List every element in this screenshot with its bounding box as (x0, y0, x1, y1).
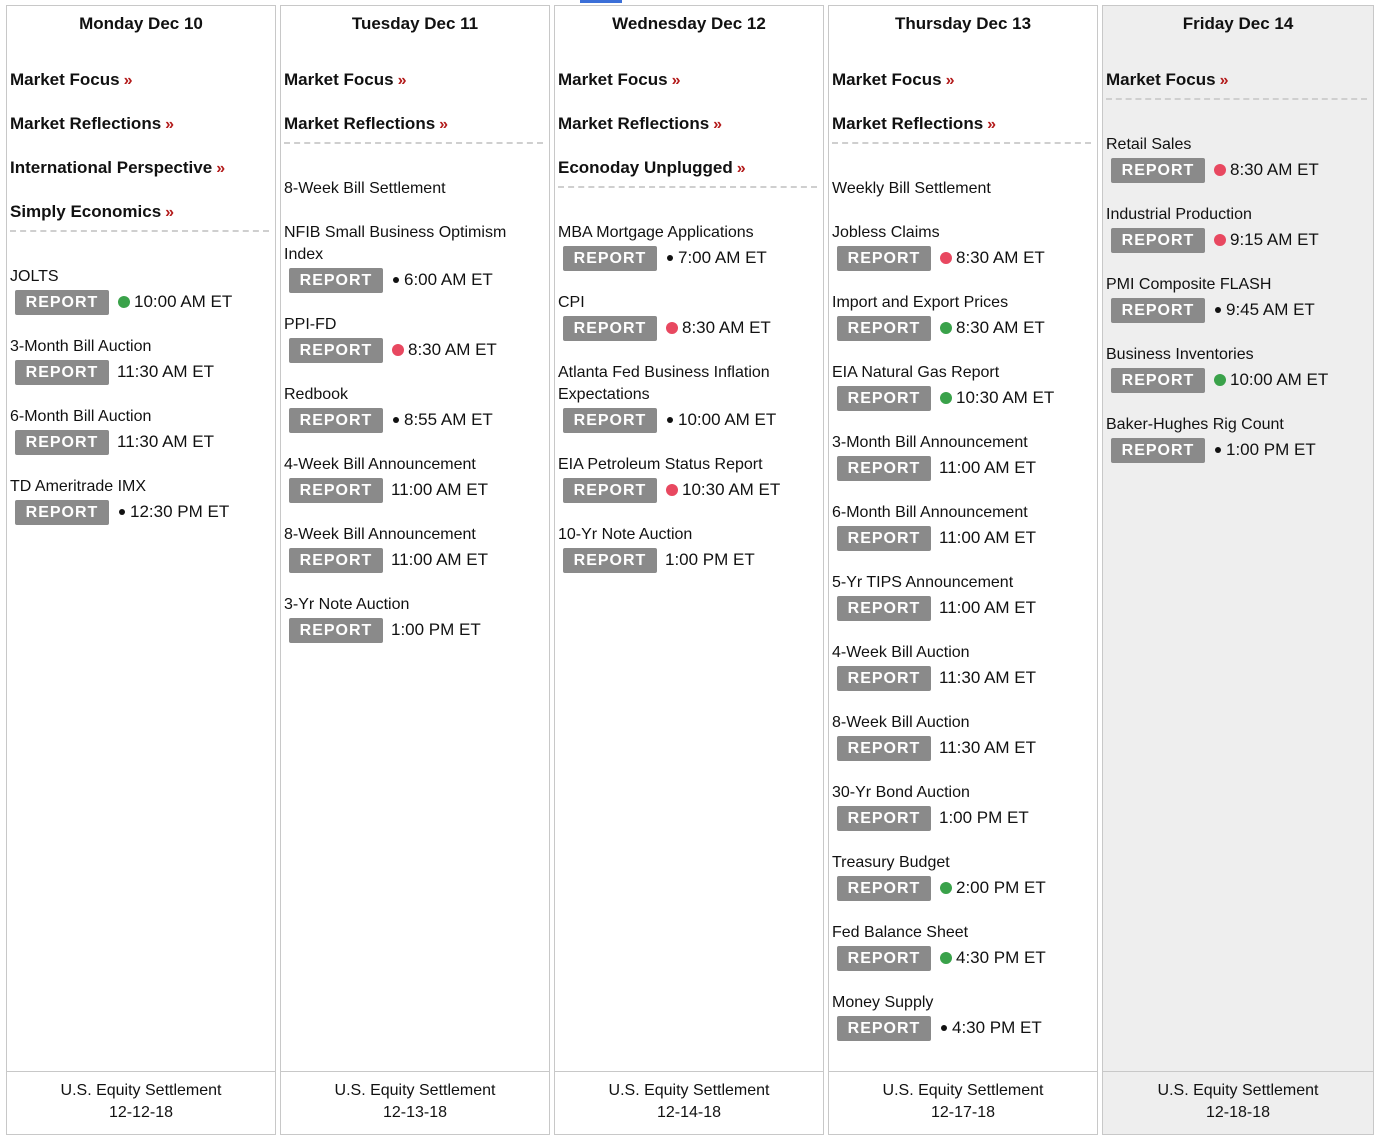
event-time: 10:30 AM ET (956, 388, 1055, 407)
event-meta-row (1106, 437, 1369, 463)
report-button[interactable]: REPORT (15, 500, 109, 525)
footer-date: 12-12-18 (108, 1104, 174, 1121)
calendar-event (832, 292, 1093, 362)
event-meta-row (10, 499, 271, 525)
link-market-focus[interactable] (284, 68, 543, 112)
event-time: 11:00 AM ET (391, 550, 489, 569)
double-chevron-right-icon: » (736, 160, 746, 177)
report-button[interactable]: REPORT (1111, 158, 1205, 183)
calendar-event (10, 406, 271, 476)
status-dot-icon (1214, 374, 1226, 386)
footer-label: U.S. Equity Settlement (882, 1082, 1044, 1099)
event-time: 11:30 AM ET (939, 668, 1037, 687)
report-button[interactable]: REPORT (837, 1016, 931, 1041)
status-dot-icon (119, 509, 125, 515)
divider (832, 142, 1091, 144)
report-button[interactable]: REPORT (837, 946, 931, 971)
event-time: 1:00 PM ET (939, 808, 1029, 827)
report-button[interactable]: REPORT (837, 246, 931, 271)
calendar-event (558, 454, 819, 524)
event-time: 10:30 AM ET (682, 480, 781, 499)
event-title[interactable]: 10-Yr Note Auction (558, 526, 693, 543)
calendar-event (558, 222, 819, 292)
report-button[interactable]: REPORT (563, 246, 657, 271)
event-title[interactable]: PPI-FD (284, 316, 337, 333)
report-button[interactable]: REPORT (837, 666, 931, 691)
event-time: 11:30 AM ET (117, 432, 215, 451)
event-meta-row (284, 337, 545, 363)
commentary-links (1106, 68, 1367, 112)
event-time: 7:00 AM ET (678, 248, 767, 267)
event-time: 10:00 AM ET (678, 410, 777, 429)
event-title[interactable]: 3-Yr Note Auction (284, 596, 410, 613)
event-meta-row (284, 617, 545, 643)
event-meta-row (832, 665, 1093, 691)
calendar-event (1106, 344, 1369, 414)
event-meta-row (284, 477, 545, 503)
calendar-event (832, 782, 1093, 852)
link-international-perspective[interactable] (10, 156, 269, 200)
footer-label: U.S. Equity Settlement (60, 1082, 222, 1099)
event-time: 10:00 AM ET (134, 292, 233, 311)
calendar-event (284, 222, 545, 314)
event-time: 8:30 AM ET (682, 318, 771, 337)
event-title[interactable]: Baker-Hughes Rig Count (1106, 416, 1284, 433)
event-time: 11:30 AM ET (117, 362, 215, 381)
status-dot-icon (392, 344, 404, 356)
divider (10, 230, 269, 232)
calendar-event (832, 432, 1093, 502)
event-title[interactable]: 3-Month Bill Announcement (832, 434, 1028, 451)
link-label: Market Focus (284, 70, 394, 89)
event-title[interactable]: Retail Sales (1106, 136, 1192, 153)
event-title[interactable]: Money Supply (832, 994, 934, 1011)
link-market-reflections[interactable] (558, 112, 817, 156)
link-market-focus[interactable] (1106, 68, 1367, 112)
event-title[interactable]: Treasury Budget (832, 854, 950, 871)
event-title[interactable]: 3-Month Bill Auction (10, 338, 152, 355)
calendar-event (832, 222, 1093, 292)
report-button[interactable]: REPORT (1111, 368, 1205, 393)
calendar-event (558, 524, 819, 594)
calendar-event (832, 362, 1093, 432)
calendar-event (10, 266, 271, 336)
report-button[interactable]: REPORT (563, 408, 657, 433)
top-tab-indicator (580, 0, 622, 3)
event-meta-row (284, 547, 545, 573)
settlement-footer (281, 1071, 549, 1134)
calendar-event (558, 362, 819, 454)
event-title[interactable]: NFIB Small Business Optimism Index (284, 224, 507, 263)
double-chevron-right-icon: » (165, 116, 175, 133)
event-title[interactable]: CPI (558, 294, 585, 311)
event-meta-row (832, 595, 1093, 621)
event-meta-row (558, 407, 819, 433)
calendar-event (832, 992, 1093, 1062)
day-header: Thursday Dec 13 (894, 14, 1032, 33)
event-title[interactable]: EIA Natural Gas Report (832, 364, 1000, 381)
report-button[interactable]: REPORT (1111, 438, 1205, 463)
event-meta-row (10, 359, 271, 385)
status-dot-icon (941, 1025, 947, 1031)
event-meta-row (284, 407, 545, 433)
event-time: 4:30 PM ET (956, 948, 1046, 967)
event-title[interactable]: 8-Week Bill Announcement (284, 526, 476, 543)
calendar-event (284, 594, 545, 664)
commentary-links (10, 68, 269, 244)
calendar-event (558, 292, 819, 362)
settlement-footer (555, 1071, 823, 1134)
event-time: 8:30 AM ET (1230, 160, 1319, 179)
event-title[interactable]: Industrial Production (1106, 206, 1252, 223)
day-header: Monday Dec 10 (79, 14, 203, 33)
status-dot-icon (1215, 307, 1221, 313)
calendar-event (284, 314, 545, 384)
event-time: 8:30 AM ET (956, 248, 1045, 267)
event-meta-row (832, 875, 1093, 901)
event-title[interactable]: Jobless Claims (832, 224, 940, 241)
status-dot-icon (940, 252, 952, 264)
event-meta-row (832, 945, 1093, 971)
status-dot-icon (940, 392, 952, 404)
calendar-event (284, 454, 545, 524)
event-meta-row (284, 267, 545, 293)
calendar-event (10, 336, 271, 406)
event-meta-row (832, 245, 1093, 271)
link-label: Market Reflections (284, 114, 436, 133)
double-chevron-right-icon: » (165, 204, 175, 221)
event-title: 8-Week Bill Settlement (284, 180, 446, 197)
event-meta-row (832, 315, 1093, 341)
event-title: Weekly Bill Settlement (832, 180, 991, 197)
event-time: 8:30 AM ET (956, 318, 1045, 337)
footer-date: 12-17-18 (930, 1104, 996, 1121)
link-label: Econoday Unplugged (558, 158, 733, 177)
event-list (284, 178, 545, 664)
link-label: Market Reflections (10, 114, 162, 133)
report-button[interactable]: REPORT (289, 268, 383, 293)
footer-label: U.S. Equity Settlement (1157, 1082, 1319, 1099)
event-time: 2:00 PM ET (956, 878, 1046, 897)
report-button[interactable]: REPORT (563, 478, 657, 503)
divider (558, 186, 817, 188)
report-button[interactable]: REPORT (563, 316, 657, 341)
report-button[interactable]: REPORT (837, 806, 931, 831)
link-label: Market Reflections (832, 114, 984, 133)
event-meta-row (1106, 157, 1369, 183)
event-time: 8:55 AM ET (404, 410, 493, 429)
double-chevron-right-icon: » (987, 116, 997, 133)
report-button[interactable]: REPORT (15, 430, 109, 455)
link-econoday-unplugged[interactable] (558, 156, 817, 200)
calendar-event (1106, 134, 1369, 204)
calendar-event (1106, 274, 1369, 344)
double-chevron-right-icon: » (713, 116, 723, 133)
day-column-monday (6, 5, 276, 1135)
event-time: 11:00 AM ET (939, 528, 1037, 547)
calendar-event (832, 852, 1093, 922)
divider (1106, 98, 1367, 100)
link-market-reflections[interactable] (284, 112, 543, 156)
event-time: 4:30 PM ET (952, 1018, 1042, 1037)
report-button[interactable]: REPORT (1111, 298, 1205, 323)
settlement-footer (829, 1071, 1097, 1134)
event-time: 9:45 AM ET (1226, 300, 1315, 319)
event-time: 8:30 AM ET (408, 340, 497, 359)
link-label: Market Focus (1106, 70, 1216, 89)
event-meta-row (832, 735, 1093, 761)
calendar-event (832, 502, 1093, 572)
event-meta-row (1106, 227, 1369, 253)
commentary-links (558, 68, 817, 200)
link-label: Market Reflections (558, 114, 710, 133)
report-button[interactable]: REPORT (289, 338, 383, 363)
status-dot-icon (393, 277, 399, 283)
status-dot-icon (666, 322, 678, 334)
event-meta-row (832, 385, 1093, 411)
event-title[interactable]: Business Inventories (1106, 346, 1254, 363)
status-dot-icon (667, 417, 673, 423)
report-button[interactable]: REPORT (15, 360, 109, 385)
event-title[interactable]: Fed Balance Sheet (832, 924, 969, 941)
day-column-friday (1102, 5, 1374, 1135)
double-chevron-right-icon: » (671, 72, 681, 89)
calendar-event (1106, 204, 1369, 274)
double-chevron-right-icon: » (216, 160, 226, 177)
event-title[interactable]: 6-Month Bill Auction (10, 408, 152, 425)
event-title[interactable]: 8-Week Bill Auction (832, 714, 970, 731)
day-header: Wednesday Dec 12 (612, 14, 766, 33)
status-dot-icon (940, 882, 952, 894)
link-label: Market Focus (832, 70, 942, 89)
event-title[interactable]: EIA Petroleum Status Report (558, 456, 763, 473)
event-title[interactable]: Redbook (284, 386, 349, 403)
report-button[interactable]: REPORT (837, 736, 931, 761)
event-title[interactable]: MBA Mortgage Applications (558, 224, 754, 241)
calendar-event (284, 524, 545, 594)
status-dot-icon (940, 952, 952, 964)
calendar-event (832, 642, 1093, 712)
settlement-footer (1103, 1071, 1373, 1134)
event-title[interactable]: 30-Yr Bond Auction (832, 784, 970, 801)
footer-label: U.S. Equity Settlement (608, 1082, 770, 1099)
event-time: 11:30 AM ET (939, 738, 1037, 757)
event-title[interactable]: Import and Export Prices (832, 294, 1009, 311)
event-title[interactable]: Atlanta Fed Business Inflation Expectations (558, 364, 770, 403)
event-list (10, 266, 271, 546)
event-meta-row (10, 429, 271, 455)
link-simply-economics[interactable] (10, 200, 269, 244)
status-dot-icon (1214, 234, 1226, 246)
event-meta-row (558, 245, 819, 271)
event-title[interactable]: 4-Week Bill Announcement (284, 456, 476, 473)
link-label: International Perspective (10, 158, 213, 177)
event-list (558, 222, 819, 594)
event-meta-row (832, 525, 1093, 551)
link-market-reflections[interactable] (832, 112, 1091, 156)
footer-label: U.S. Equity Settlement (334, 1082, 496, 1099)
footer-date: 12-14-18 (656, 1104, 722, 1121)
link-market-focus[interactable] (558, 68, 817, 112)
report-button[interactable]: REPORT (289, 408, 383, 433)
status-dot-icon (1215, 447, 1221, 453)
double-chevron-right-icon: » (1219, 72, 1229, 89)
report-button[interactable]: REPORT (15, 290, 109, 315)
event-meta-row (832, 455, 1093, 481)
event-title[interactable]: 4-Week Bill Auction (832, 644, 970, 661)
event-title[interactable]: 5-Yr TIPS Announcement (832, 574, 1014, 591)
event-time: 11:00 AM ET (939, 598, 1037, 617)
weekly-calendar (6, 5, 1376, 1135)
double-chevron-right-icon: » (123, 72, 133, 89)
status-dot-icon (1214, 164, 1226, 176)
calendar-event (832, 922, 1093, 992)
divider (284, 142, 543, 144)
day-column-tuesday (280, 5, 550, 1135)
event-time: 6:00 AM ET (404, 270, 493, 289)
double-chevron-right-icon: » (397, 72, 407, 89)
link-label: Simply Economics (10, 202, 162, 221)
status-dot-icon (666, 484, 678, 496)
calendar-event (284, 384, 545, 454)
calendar-event (832, 712, 1093, 782)
event-title[interactable]: TD Ameritrade IMX (10, 478, 147, 495)
event-meta-row (558, 547, 819, 573)
calendar-event (832, 572, 1093, 642)
event-meta-row (10, 289, 271, 315)
report-button[interactable]: REPORT (289, 548, 383, 573)
calendar-event (10, 476, 271, 546)
double-chevron-right-icon: » (945, 72, 955, 89)
event-meta-row (832, 1015, 1093, 1041)
event-time: 1:00 PM ET (1226, 440, 1316, 459)
event-time: 12:30 PM ET (130, 502, 230, 521)
day-header: Tuesday Dec 11 (351, 14, 479, 33)
status-dot-icon (940, 322, 952, 334)
event-time: 1:00 PM ET (391, 620, 481, 639)
event-meta-row (558, 477, 819, 503)
report-button[interactable]: REPORT (837, 526, 931, 551)
report-button[interactable]: REPORT (1111, 228, 1205, 253)
footer-date: 12-13-18 (382, 1104, 448, 1121)
event-time: 11:00 AM ET (391, 480, 489, 499)
status-dot-icon (118, 296, 130, 308)
report-button[interactable]: REPORT (289, 618, 383, 643)
event-list (1106, 134, 1369, 484)
report-button[interactable]: REPORT (837, 876, 931, 901)
report-button[interactable]: REPORT (837, 596, 931, 621)
report-button[interactable]: REPORT (837, 456, 931, 481)
event-title[interactable]: PMI Composite FLASH (1106, 276, 1272, 293)
status-dot-icon (667, 255, 673, 261)
footer-date: 12-18-18 (1205, 1104, 1271, 1121)
event-meta-row (1106, 367, 1369, 393)
settlement-footer (7, 1071, 275, 1134)
link-label: Market Focus (558, 70, 668, 89)
day-header: Friday Dec 14 (1182, 14, 1294, 33)
calendar-event (1106, 414, 1369, 484)
event-time: 11:00 AM ET (939, 458, 1037, 477)
event-meta-row (832, 805, 1093, 831)
link-market-reflections[interactable] (10, 112, 269, 156)
event-time: 10:00 AM ET (1230, 370, 1329, 389)
event-meta-row (558, 315, 819, 341)
report-button[interactable]: REPORT (837, 316, 931, 341)
report-button[interactable]: REPORT (837, 386, 931, 411)
event-time: 1:00 PM ET (665, 550, 755, 569)
link-label: Market Focus (10, 70, 120, 89)
report-button[interactable]: REPORT (289, 478, 383, 503)
event-title[interactable]: JOLTS (10, 268, 59, 285)
event-time: 9:15 AM ET (1230, 230, 1319, 249)
event-meta-row (1106, 297, 1369, 323)
calendar-event (832, 178, 1093, 222)
report-button[interactable]: REPORT (563, 548, 657, 573)
day-column-wednesday (554, 5, 824, 1135)
link-market-focus[interactable] (832, 68, 1091, 112)
day-column-thursday (828, 5, 1098, 1135)
status-dot-icon (393, 417, 399, 423)
calendar-event (284, 178, 545, 222)
double-chevron-right-icon: » (439, 116, 449, 133)
event-title[interactable]: 6-Month Bill Announcement (832, 504, 1028, 521)
event-list (832, 178, 1093, 1062)
link-market-focus[interactable] (10, 68, 269, 112)
